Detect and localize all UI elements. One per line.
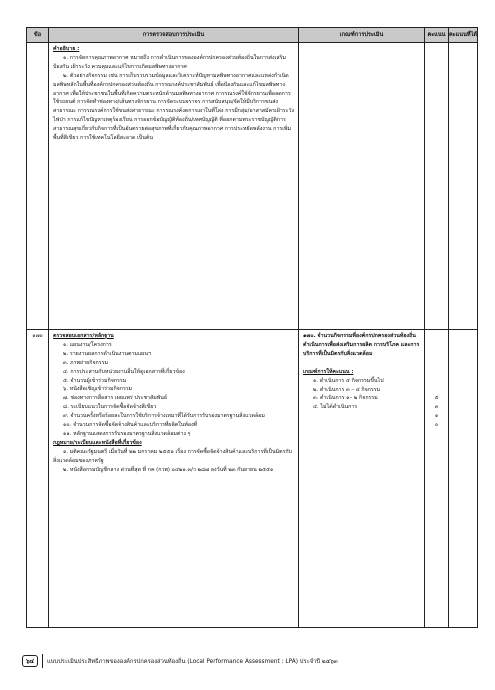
score-value: ๑ — [434, 412, 439, 419]
row2-score — [425, 330, 449, 627]
explanation-para: ๒. ตัวอย่างกิจกรรม เช่น การเก็บรวบรวมข้อมูลและวิเคราะห์ปัญหามลพิษทางอากาศและแหล่งกำเนิดมลพิษหลักในพื้นที่องค์กรปกครองส่วนท้องถิ่น การรณรงค์ประชาสัมพันธ์ เพื่อป้องกันและแก้ไขมลพิษทางอากาศ เพื่อให้ประชาชนในพื้นที่เกิดความตระหนักด้านมลพิษทางอากาศ การรณรงค์ใช้จักรยานเพื่อลดการใช้รถยนต์ การจัดทำช่องทาง/เส้นทางจักรยาน การจัดระบบจราจร การสนับสนุน/จัดให้มีบริการขนส่งสาธารณะ การรณรงค์การใช้ขนส่งสาธารณะ การรณรงค์งดการเผาในที่โล่ง การมีกลุ่ม/อาสาสมัครเฝ้าระวังไฟป่า การแก้ไขปัญหาเหตุร้องเรียน การออกข้อบัญญัติท้องถิ่น/เทศบัญญัติ ที่ออกตามพระราชบัญญัติการสาธารณสุขเกี่ยวกับกิจการที่เป็นอันตรายต่อสุขภาพที่เกี่ยวกับคุณภาพอากาศ การประหยัดพลังงาน การเพิ่มพื้นที่สีเขียว การใช้เทคโนโลยีสะอาด เป็นต้น — [53, 72, 295, 142]
check-item: ๔. การประสานกับหน่วยงานอื่นให้ดูเอกสารที่เกี่ยวข้อง — [63, 368, 185, 375]
check-item: ๗. ช่องทางการสื่อสาร เผยแพร่ ประชาสัมพันธ์ — [63, 395, 168, 402]
check-item: ๘. ระเบียบแนวในการจัดซื้อจัดจ้างสีเขียว — [63, 404, 157, 411]
row2-no: ๑๗๐ — [27, 330, 49, 627]
check-item: ๒. รายงานผลการดำเนินงานตามแผนฯ — [63, 350, 152, 357]
page-footer — [22, 653, 472, 669]
criteria-heading: เกณฑ์การให้คะแนน : — [303, 368, 354, 375]
criteria-title: ๑๗๐. จำนวนกิจกรรมที่องค์กรปกครองส่วนท้องถิ่นดำเนินการเพื่อส่งเสริมการผลิต การบริโภค และการบริการที่เป็นมิตรกับสิ่งแวดล้อม — [303, 333, 420, 357]
table-row — [27, 43, 477, 330]
criteria-item: ๔. ไม่ได้ดำเนินการ — [313, 404, 358, 411]
page-number: ๖๔ — [22, 655, 38, 667]
check-item: ๙. จำนวนครั้งหรือร้อยละในการใช้บริการจ้างเหมาที่ได้รับการรับรองมาตรฐานสิ่งแวดล้อม — [63, 413, 265, 420]
check-item: ๑. แผนงาน/โครงการ — [63, 341, 112, 348]
header-no: ข้อ — [27, 28, 49, 42]
score-value: ๕ — [434, 395, 439, 401]
law-item: ๒. หนังสือกรมบัญชีกลาง ด่วนที่สุด ที่ กค (กวพ) ๐๔๒๑.๓/ว ๒๘๗ ลงวันที่ ๒๓ กันยายน ๒๕๕๑ — [63, 466, 274, 473]
score-value: ๐ — [434, 421, 439, 428]
law-heading: กฎหมาย/ระเบียบและหนังสือที่เกี่ยวข้อง — [53, 439, 142, 446]
criteria-item: ๒. ดำเนินการ ๓ – ๔ กิจกรรม — [313, 386, 381, 393]
explanation-para: ๑. การจัดการคุณภาพอากาศ หมายถึง การดำเนินการขององค์กรปกครองส่วนท้องถิ่นในการส่งเสริม ป้องกัน เฝ้าระวัง ควบคุมและแก้ไขการเกิดมลพิษทางอากาศ — [53, 54, 287, 70]
criteria-item: ๑. ดำเนินการ ๕ กิจกรรมขึ้นไป — [313, 377, 384, 384]
row1-score — [425, 43, 449, 329]
explanation-heading: คำอธิบาย : — [53, 46, 80, 52]
score-value: ๓ — [434, 403, 439, 410]
table-header — [27, 28, 477, 43]
check-item: ๓. ภาพถ่ายกิจกรรม — [63, 359, 108, 366]
row1-explanation — [49, 43, 299, 329]
footer-divider — [42, 654, 43, 668]
row2-check — [49, 330, 299, 627]
assessment-table — [26, 27, 478, 628]
header-score-got: คะแนนที่ได้ — [449, 32, 477, 38]
row2-score-got — [449, 330, 477, 627]
row2-criteria — [299, 330, 425, 627]
law-item: ๑. มติคณะรัฐมนตรี เมื่อวันที่ ๒๒ มกราคม ๒๕๕๑ เรื่อง การจัดซื้อจัดจ้างสินค้าและบริการที่เป็นมิตรกับสิ่งแวดล้อมของภาครัฐ — [53, 448, 292, 464]
row1-score-got — [449, 43, 477, 329]
row1-criteria — [299, 43, 425, 329]
footer-text: แบบประเมินประสิทธิภาพขององค์กรปกครองส่วนท้องถิ่น (Local Performance Assessment : LPA) ประจำปี ๒๕๖๓ — [47, 659, 338, 665]
criteria-item: ๓. ดำเนินการ ๑– ๒ กิจกรรม — [313, 395, 378, 402]
check-item: ๑๑. หลักฐานแสดงการรับรองมาตรฐานสิ่งแวดล้อมต่าง ๆ — [63, 430, 191, 437]
table-row — [27, 330, 477, 627]
check-item: ๑๐. จำนวนการจัดซื้อจัดจ้างสินค้าและบริการที่ผลิตในท้องที่ — [63, 422, 198, 429]
header-score: คะแนน — [425, 28, 449, 42]
check-item: ๕. จำนวนผู้เข้าร่วมกิจกรรม — [63, 377, 127, 384]
header-check: การตรวจสอบการประเมิน — [49, 28, 299, 42]
check-heading: ตรวจสอบเอกสาร/หลักฐาน — [53, 333, 114, 339]
header-criteria: เกณฑ์การประเมิน — [299, 28, 425, 42]
row1-no — [27, 43, 49, 329]
check-item: ๖. หนังสือเชิญเข้าร่วมกิจกรรม — [63, 386, 133, 393]
